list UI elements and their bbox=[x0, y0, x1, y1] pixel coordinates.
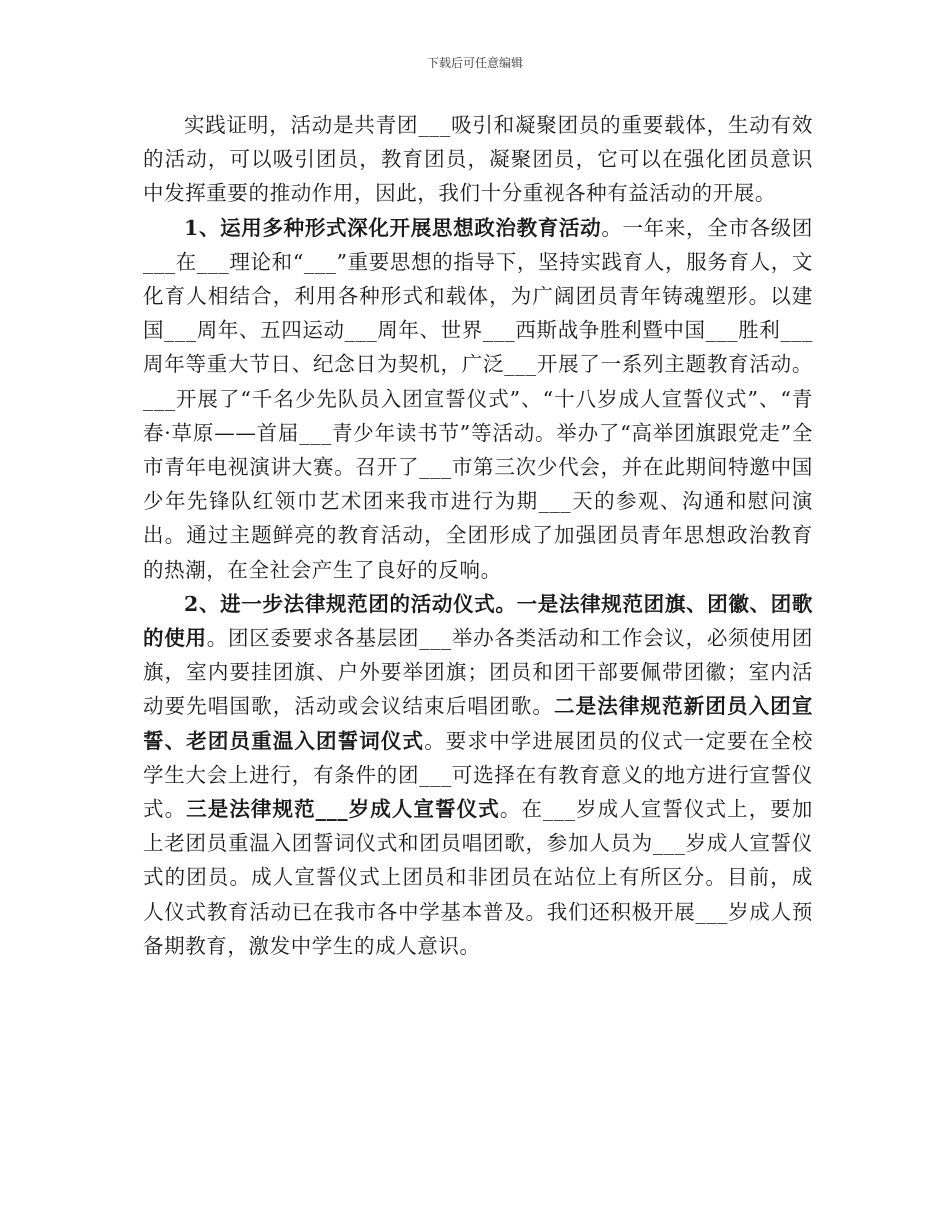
paragraph-section-2 bbox=[143, 587, 813, 963]
paragraph-intro bbox=[143, 108, 813, 211]
paragraph-text: 。团区委要求各基层团___举办各类活动和工作会议，必须使用团旗，室内要挂团旗、户外要举团旗；团员和团干部要佩带团徽；室内活动要先唱国歌，活动或会议结束后唱团歌。 bbox=[143, 626, 813, 719]
document-body bbox=[143, 108, 813, 963]
paragraph-section-1 bbox=[143, 211, 813, 587]
section-heading: 1、运用多种形式深化开展思想政治教育活动 bbox=[184, 215, 602, 240]
page-header: 下载后可任意编辑 bbox=[426, 56, 523, 70]
subsection-heading: 二是法律规范新团员入团宣誓、老团员重温入团誓词仪式 bbox=[143, 694, 813, 753]
subsection-heading: 三是法律规范___岁成人宣誓仪式 bbox=[186, 797, 500, 822]
section-heading: 2、进一步法律规范团的活动仪式。一是法律规范团旗、团徽、团歌的使用 bbox=[143, 591, 813, 651]
paragraph-text: 。在___岁成人宣誓仪式上，要加上老团员重温入团誓词仪式和团员唱团歌，参加人员为___岁成人宣誓仪式的团员。成人宣誓仪式上团员和非团员在站位上有所区分。目前，成人仪式教育活动已在我市各中学基本普及。我们还积极开展___岁成人预备期教育，激发中学生的成人意识。 bbox=[143, 797, 813, 958]
paragraph-text: 。要求中学进展团员的仪式一定要在全校学生大会上进行，有条件的团___可选择在有教育意义的地方进行宣誓仪式。 bbox=[143, 728, 813, 822]
paragraph-text: 实践证明，活动是共青团___吸引和凝聚团员的重要载体，生动有效的活动，可以吸引团员，教育团员，凝聚团员，它可以在强化团员意识中发挥重要的推动作用，因此，我们十分重视各种有益活动的开展。 bbox=[143, 113, 813, 206]
paragraph-text: 。一年来，全市各级团___在___理论和“___”重要思想的指导下，坚持实践育人，服务育人，文化育人相结合，利用各种形式和载体，为广阔团员青年铸魂塑形。以建国___周年、五四运动___周年、世界___西斯战争胜利暨中国___胜利___周年等重大节日、纪念日为契机，广泛___开展了一系列主题教育活动。___开展了“千名少先队员入团宣誓仪式”、“十八岁成人宣誓仪式”、“青春·草原——首届___青少年读书节”等活动。举办了“高举团旗跟党走”全市青年电视演讲大赛。召开了___市第三次少代会，并在此期间特邀中国少年先锋队红领巾艺术团来我市进行为期___天的参观、沟通和慰问演出。通过主题鲜亮的教育活动，全团形成了加强团员青年思想政治教育的热潮，在全社会产生了良好的反响。 bbox=[143, 215, 814, 582]
